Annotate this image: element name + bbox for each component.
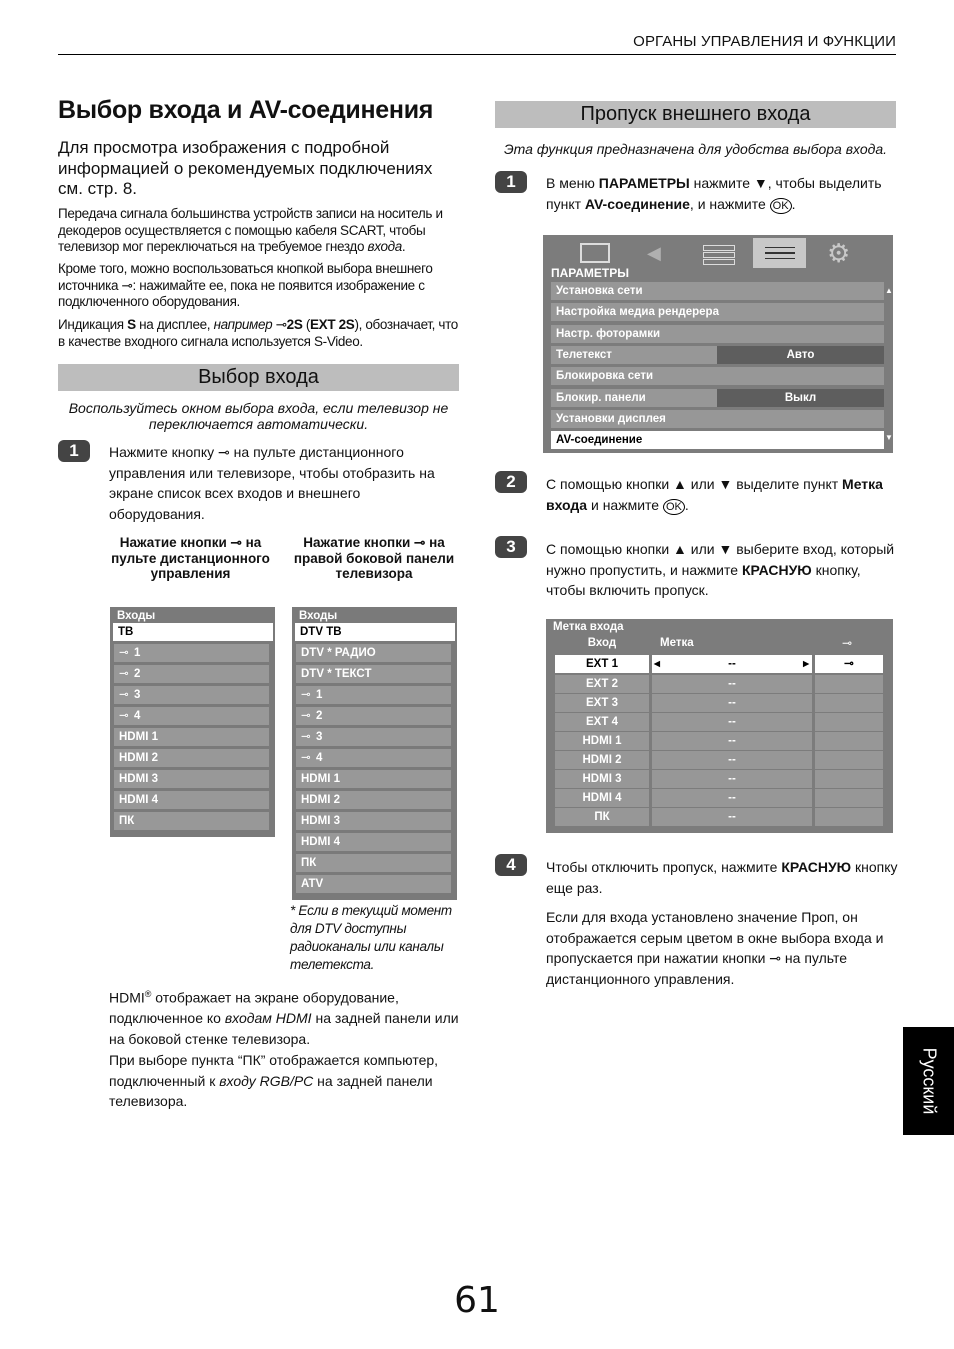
paragraph-source-button: Кроме того, можно воспользоваться кнопкой выбора внешнего источника ⊸: нажимайте ее, пока не появится изображение с подключенного оборудования. xyxy=(58,261,433,309)
input-source-icon: ⊸ xyxy=(414,535,426,550)
ok-button-icon: OK xyxy=(663,499,685,515)
input-item[interactable]: DTV * РАДИО xyxy=(296,644,451,662)
settings-menu xyxy=(543,235,893,453)
input-item[interactable]: HDMI 2 xyxy=(296,791,451,809)
input-item[interactable]: ⊸ 1 xyxy=(114,644,269,662)
input-item[interactable]: HDMI 2 xyxy=(114,749,269,767)
input-item[interactable]: HDMI 3 xyxy=(296,812,451,830)
menu-item-display-settings[interactable]: Установки дисплея xyxy=(551,410,884,428)
inputs-list-title: Входы xyxy=(299,610,338,622)
panel-lock-value: Выкл xyxy=(717,389,884,407)
menu-item-network-lock[interactable]: Блокировка сети xyxy=(551,367,884,385)
inputs-list-panel xyxy=(292,607,457,900)
input-item[interactable]: ⊸ 4 xyxy=(296,749,451,767)
input-source-icon: ⊸ xyxy=(301,752,311,764)
menu-item-teletext[interactable]: Телетекст Авто xyxy=(551,346,884,364)
step-3-text: С помощью кнопки ▲ или ▼ выберите вход, который нужно пропустить, и нажмите КРАСНУЮ кнопку, чтобы включить пропуск. xyxy=(546,541,895,598)
language-tab: Русский xyxy=(903,1027,954,1135)
step-1-text: В меню ПАРАМЕТРЫ нажмите ▼, чтобы выделить пункт AV-соединение, и нажмите OK . xyxy=(546,175,882,212)
column-head-remote: Нажатие кнопки ⊸ на пульте дистанционного управления xyxy=(111,535,270,581)
input-item[interactable]: ПК xyxy=(296,854,451,872)
menu-item-panel-lock[interactable]: Блокир. панели Выкл xyxy=(551,389,884,407)
column-head-panel: Нажатие кнопки ⊸ на правой боковой панели телевизора xyxy=(293,535,455,581)
input-item[interactable]: DTV ТВ xyxy=(295,623,455,641)
input-source-icon: ⊸ xyxy=(301,731,311,743)
input-item[interactable]: HDMI 1 xyxy=(296,770,451,788)
section-heading-input-select: Выбор входа xyxy=(58,364,459,391)
input-item[interactable]: ⊸ 1 xyxy=(296,686,451,704)
input-source-icon: ⊸ xyxy=(769,950,782,966)
menu-item-photo-frame[interactable]: Настр. фоторамки xyxy=(551,325,884,343)
input-item[interactable]: ⊸ 3 xyxy=(114,686,269,704)
arrow-right-icon[interactable]: ▸ xyxy=(803,658,809,670)
paragraph-svideo: Индикация S на дисплее, например ⊸2S (EXT 2S), обозначает, что в качестве входного сигнала используется S-Video. xyxy=(58,317,458,349)
scroll-up-icon[interactable]: ▲ xyxy=(885,286,893,295)
menu-item-network-setup[interactable]: Установка сети xyxy=(551,282,884,300)
section-intro: Воспользуйтесь окном выбора входа, если телевизор не переключается автоматически. xyxy=(68,400,449,432)
input-source-icon: ⊸ xyxy=(119,710,129,722)
column-header-label: Метка xyxy=(660,637,694,649)
sound-tab-icon[interactable]: ◀ xyxy=(647,243,661,263)
input-item[interactable]: ⊸ 3 xyxy=(296,728,451,746)
input-item[interactable]: ⊸ 4 xyxy=(114,707,269,725)
input-item[interactable]: ATV xyxy=(296,875,451,893)
page-number: 61 xyxy=(454,1280,500,1321)
input-item[interactable]: HDMI 4 xyxy=(296,833,451,851)
input-item[interactable]: ПК xyxy=(114,812,269,830)
skip-icon: ⊸ xyxy=(842,636,853,650)
step-number-4: 4 xyxy=(495,854,527,876)
step-2-text: С помощью кнопки ▲ или ▼ выделите пункт Метка входа и нажмите OK . xyxy=(546,476,883,513)
input-source-icon: ⊸ xyxy=(119,647,129,659)
preferences-tab-icon[interactable] xyxy=(753,238,806,268)
inputs-list-title: Входы xyxy=(117,610,156,622)
input-source-icon: ⊸ xyxy=(119,668,129,680)
input-item[interactable]: ⊸ 2 xyxy=(296,707,451,725)
menu-item-av-connection[interactable]: AV-соединение xyxy=(551,431,884,449)
setup-tab-icon[interactable] xyxy=(703,245,735,265)
step-number-2: 2 xyxy=(495,471,527,493)
inputs-list-remote xyxy=(110,607,275,837)
column-header-input: Вход xyxy=(587,637,617,649)
picture-tab-icon[interactable] xyxy=(580,243,610,263)
step-number-1: 1 xyxy=(58,440,90,462)
input-source-icon: ⊸ xyxy=(119,689,129,701)
lead-paragraph: Для просмотра изображения с подробной информацией о рекомендуемых подключениях см. стр. 8. xyxy=(58,138,433,198)
scroll-down-icon[interactable]: ▼ xyxy=(885,433,893,442)
input-item[interactable]: ⊸ 2 xyxy=(114,665,269,683)
input-item[interactable]: DTV * ТЕКСТ xyxy=(296,665,451,683)
step-4-note: Если для входа установлено значение Проп, он отображается серым цветом в окне выбора входа и пропускается при нажатии кнопки ⊸ на пульте дистанционного управления. xyxy=(546,909,884,987)
header-rule xyxy=(58,54,896,55)
input-source-icon: ⊸ xyxy=(301,689,311,701)
input-source-icon: ⊸ xyxy=(121,277,133,293)
step-4-text: Чтобы отключить пропуск, нажмите КРАСНУЮ кнопку еще раз. xyxy=(546,859,898,896)
hdmi-note: HDMI® отображает на экране оборудование, подключенное ко входам HDMI на задней панели или на боковой стенке телевизора. xyxy=(109,989,459,1047)
menu-item-media-renderer[interactable]: Настройка медиа рендерера xyxy=(551,303,884,321)
menu-title: ПАРАМЕТРЫ xyxy=(551,266,629,280)
ok-button-icon: OK xyxy=(770,198,792,214)
step-number-1: 1 xyxy=(495,171,527,193)
table-title: Метка входа xyxy=(553,621,624,633)
settings-tab-icon[interactable]: ⚙ xyxy=(827,238,851,268)
input-item[interactable]: HDMI 4 xyxy=(114,791,269,809)
arrow-left-icon[interactable]: ◂ xyxy=(654,658,660,670)
input-item[interactable]: HDMI 3 xyxy=(114,770,269,788)
running-header: ОРГАНЫ УПРАВЛЕНИЯ И ФУНКЦИИ xyxy=(633,33,896,50)
input-source-icon: ⊸ xyxy=(218,444,230,460)
input-source-icon: ⊸ xyxy=(230,535,242,550)
paragraph-scart: Передача сигнала большинства устройств записи на носитель и декодеров осуществляется с помощью кабеля SCART, чтобы телевизор мог переключаться на требуемое гнездо входа. xyxy=(58,206,443,254)
pc-note: При выборе пункта “ПК” отображается компьютер, подключенный к входу RGB/PC на задней панели телевизора. xyxy=(109,1052,439,1109)
input-item[interactable]: HDMI 1 xyxy=(114,728,269,746)
section-heading-skip: Пропуск внешнего входа xyxy=(495,101,896,128)
input-label-table: Метка входа Вход Метка ⊸ EXT 1 -- ◂ ▸ ⊸ EXT 2 -- EXT 3 -- EXT 4 -- HDMI 1 -- HDMI 2 -- HDMI 3 -- HDMI 4 -- ПК -- xyxy=(546,619,893,833)
input-item[interactable]: ТВ xyxy=(113,623,273,641)
input-source-icon: ⊸ xyxy=(275,317,287,332)
footnote: * Если в текущий момент для DTV доступны радиоканалы или каналы телетекста. xyxy=(290,903,452,972)
step-number-3: 3 xyxy=(495,536,527,558)
teletext-value: Авто xyxy=(717,346,884,364)
step-1-text: Нажмите кнопку ⊸ на пульте дистанционного управления или телевизоре, чтобы отобразить на экране список всех входов и внешнего оборудования. xyxy=(109,444,435,522)
section-intro: Эта функция предназначена для удобства выбора входа. xyxy=(503,141,888,157)
skip-icon: ⊸ xyxy=(815,655,883,673)
input-source-icon: ⊸ xyxy=(301,710,311,722)
page-title: Выбор входа и AV-соединения xyxy=(58,96,434,124)
